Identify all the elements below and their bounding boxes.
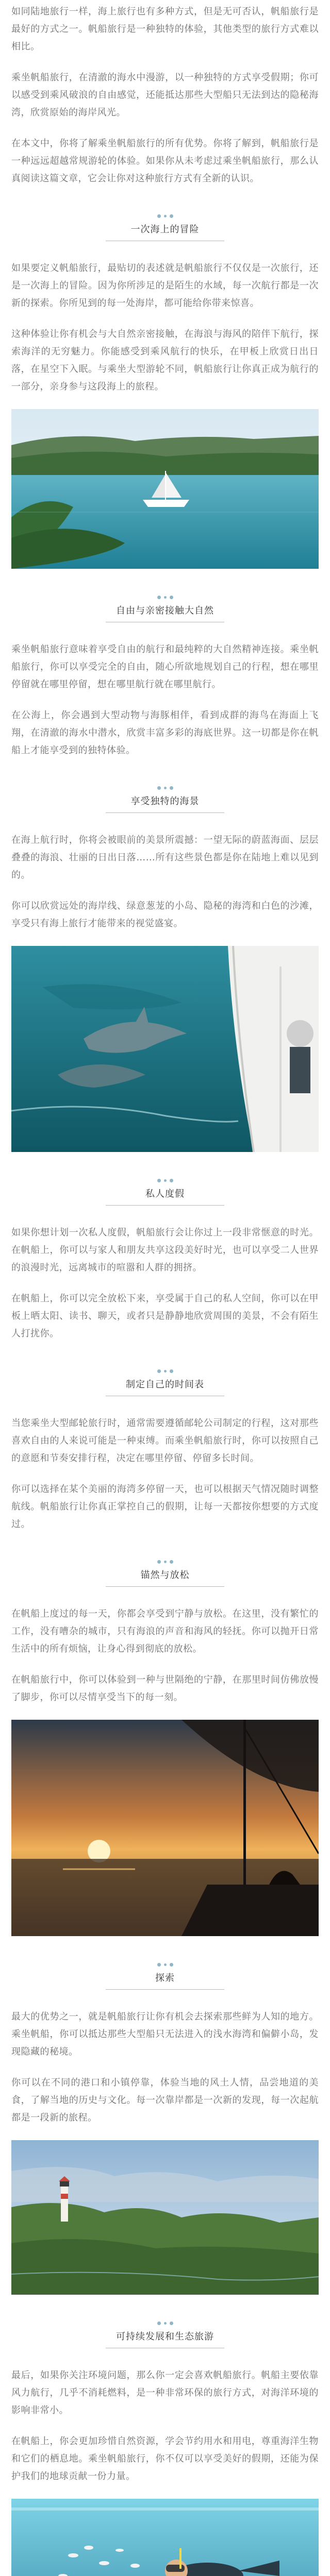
dot-icon	[157, 786, 161, 790]
dot-icon	[170, 2321, 173, 2325]
section-exploration	[0, 1963, 330, 2295]
decorative-dots	[0, 1560, 330, 1564]
section-paragraph: 在海上航行时，你将会被眼前的美景所震撼：一望无际的蔚蓝海面、层层叠叠的海浪、壮丽的日出日落……所有这些景色都是你在陆地上难以见到的。	[11, 835, 319, 880]
dot-icon	[170, 1963, 173, 1967]
dot-icon	[157, 2321, 161, 2325]
section-heading	[0, 1369, 330, 1396]
section-heading	[0, 214, 330, 241]
dot-icon	[170, 1179, 173, 1182]
section-paragraph: 如果要定义帆船旅行，最贴切的表述就是帆船旅行不仅仅是一次旅行，还是一次海上的冒险。因为你所涉足的是陌生的水域，每一次航行都是一次新的探索。你所见到的每一处海岸，都可能给你带来惊喜。	[11, 263, 319, 309]
section-title: 探索	[155, 1973, 175, 1984]
dot-icon	[164, 1179, 167, 1182]
section-title: 私人度假	[145, 1189, 185, 1199]
dot-icon	[170, 1560, 173, 1564]
decorative-dots	[0, 214, 330, 218]
section-heading	[0, 1179, 330, 1206]
section-paragraph: 你可以在不同的港口和小镇停靠，体验当地的风土人情，品尝地道的美食，了解当地的历史与文化。每一次靠岸都是一次新的发现，每一次起航都是一段新的旅程。	[11, 2077, 319, 2123]
dot-icon	[170, 1369, 173, 1373]
section-paragraph: 你可以欣赏远处的海岸线、绿意葱茏的小岛、隐秘的海湾和白色的沙滩，享受只有海上旅行才能带来的视觉盛宴。	[11, 901, 319, 929]
section-paragraph: 在帆船旅行中，你可以体验到一种与世隔绝的宁静，在那里时间仿佛放慢了脚步，你可以尽情享受当下的每一刻。	[11, 1674, 319, 1703]
section-paragraph: 最后，如果你关注环境问题，那么你一定会喜欢帆船旅行。帆船主要依靠风力航行，几乎不消耗燃料，是一种非常环保的旅行方式，对海洋环境的影响非常小。	[11, 2370, 319, 2416]
intro-paragraph: 乘坐帆船旅行，在清澈的海水中漫游，以一种独特的方式享受假期；你可以感受到乘风破浪的自由感觉，还能抵达那些大型船只无法到达的隐秘海湾，欣赏原始的海岸风光。	[11, 72, 319, 118]
dot-icon	[157, 596, 161, 599]
section-heading	[0, 2321, 330, 2348]
section-seascape	[0, 786, 330, 1152]
dot-icon	[164, 1561, 167, 1563]
dot-icon	[170, 596, 173, 599]
section-paragraph: 当您乘坐大型邮轮旅行时，通常需要遵循邮轮公司制定的行程，这对那些喜欢自由的人来说可能是一种束缚。而乘坐帆船旅行时，你可以按照自己的意愿和节奏安排行程，决定在哪里停留、停留多长时间。	[11, 1418, 319, 1464]
dot-icon	[157, 1179, 161, 1182]
photo-dolphins-by-bow	[11, 946, 319, 1152]
dot-icon	[157, 1963, 161, 1967]
section-paragraph: 如果你想计划一次私人度假，帆船旅行会让你过上一段非常惬意的时光。在帆船上，你可以与家人和朋友共享这段美好时光，也可以享受二人世界的浪漫时光，远离城市的喧嚣和人群的拥挤。	[11, 1227, 319, 1273]
dot-icon	[164, 2322, 167, 2325]
dot-icon	[164, 787, 167, 789]
section-paragraph: 在帆船上，你会更加珍惜自然资源，学会节约用水和用电，尊重海洋生物和它们的栖息地。乘坐帆船旅行，你不仅可以享受美好的假期，还能为保护我们的地球贡献一份力量。	[11, 2436, 319, 2482]
section-title: 享受独特的海景	[130, 796, 200, 807]
title-underline	[106, 1989, 224, 1990]
section-title: 制定自己的时间表	[126, 1379, 204, 1390]
section-paragraph: 你可以选择在某个美丽的海湾多停留一天，也可以根据天气情况随时调整航线。帆船旅行让你真正掌控自己的假期，让每一天都按你想要的方式度过。	[11, 1484, 319, 1530]
section-title: 锚然与放松	[140, 1570, 190, 1581]
section-heading	[0, 786, 330, 813]
section-paragraph: 这种体验让你有机会与大自然亲密接触，在海浪与海风的陪伴下航行，探索海洋的无穷魅力。你能感受到乘风航行的快乐，在甲板上欣赏日出日落，在星空下入眠。与乘坐大型游轮不同，帆船旅行让你真正成为航行的一部分，亲身参与这段海上的旅程。	[11, 329, 319, 392]
intro-paragraph: 在本文中，你将了解乘坐帆船旅行的所有优势。你将了解到，帆船旅行是一种远远超越常规游轮的体验。如果你从未考虑过乘坐帆船旅行，那么认真阅读这篇文章，它会让你对这种旅行方式有全新的认识。	[11, 138, 319, 184]
photo-lighthouse-coast	[11, 2140, 319, 2295]
title-underline	[106, 812, 224, 813]
section-title: 可持续发展和生态旅游	[116, 2331, 214, 2342]
dot-icon	[170, 786, 173, 790]
section-adventure	[0, 214, 330, 569]
title-underline	[106, 1586, 224, 1587]
section-sustainability	[0, 2321, 330, 2576]
section-private-holiday	[0, 1179, 330, 1343]
section-relaxation	[0, 1560, 330, 1936]
section-heading	[0, 1963, 330, 1990]
dot-icon	[164, 215, 167, 217]
title-underline	[106, 1205, 224, 1206]
section-paragraph: 在帆船上，你可以完全放松下来，享受属于自己的私人空间，你可以在甲板上晒太阳、读书、聊天，或者只是静静地欣赏周围的美景，不会有陌生人打扰你。	[11, 1293, 319, 1339]
photo-snorkeling-reef	[11, 2499, 319, 2576]
photo-sunset-sail	[11, 1720, 319, 1936]
dot-icon	[170, 214, 173, 218]
dot-icon	[164, 596, 167, 599]
section-freedom	[0, 596, 330, 759]
decorative-dots	[0, 1963, 330, 1967]
section-title: 自由与亲密接触大自然	[116, 605, 214, 616]
section-paragraph: 乘坐帆船旅行意味着享受自由的航行和最纯粹的大自然精神连接。乘坐帆船旅行，你可以享受完全的自由，随心所欲地规划自己的行程，想在哪里停留就在哪里停留，想在哪里航行就在哪里航行。	[11, 644, 319, 690]
dot-icon	[164, 1963, 167, 1966]
intro-paragraph: 如同陆地旅行一样，海上旅行也有多种方式，但是无可否认，帆船旅行是最好的方式之一。帆船旅行是一种独特的体验，其他类型的旅行方式难以相比。	[11, 6, 319, 52]
section-paragraph: 在公海上，你会遇到大型动物与海豚相伴，看到成群的海鸟在海面上飞翔，在清澈的海水中潜水，欣赏丰富多彩的海底世界。这一切都是你在帆船上才能享受到的独特体验。	[11, 710, 319, 756]
dot-icon	[157, 1369, 161, 1373]
section-heading	[0, 596, 330, 622]
intro-block	[0, 0, 330, 188]
dot-icon	[157, 1560, 161, 1564]
section-paragraph: 在帆船上度过的每一天，你都会享受到宁静与放松。在这里，没有繁忙的工作，没有嘈杂的城市，只有海浪的声音和海风的轻抚。你可以抛开日常生活中的所有烦恼，让身心得到彻底的放松。	[11, 1608, 319, 1654]
section-title: 一次海上的冒险	[130, 224, 200, 235]
dot-icon	[164, 1370, 167, 1372]
section-own-schedule	[0, 1369, 330, 1533]
decorative-dots	[0, 1179, 330, 1182]
dot-icon	[157, 214, 161, 218]
decorative-dots	[0, 596, 330, 599]
section-paragraph: 最大的优势之一，就是帆船旅行让你有机会去探索那些鲜为人知的地方。乘坐帆船，你可以抵达那些大型船只无法进入的浅水海湾和偏僻小岛，发现隐藏的秘境。	[11, 2011, 319, 2057]
decorative-dots	[0, 2321, 330, 2325]
section-heading	[0, 1560, 330, 1587]
decorative-dots	[0, 786, 330, 790]
photo-bay-with-yacht	[11, 409, 319, 569]
decorative-dots	[0, 1369, 330, 1373]
